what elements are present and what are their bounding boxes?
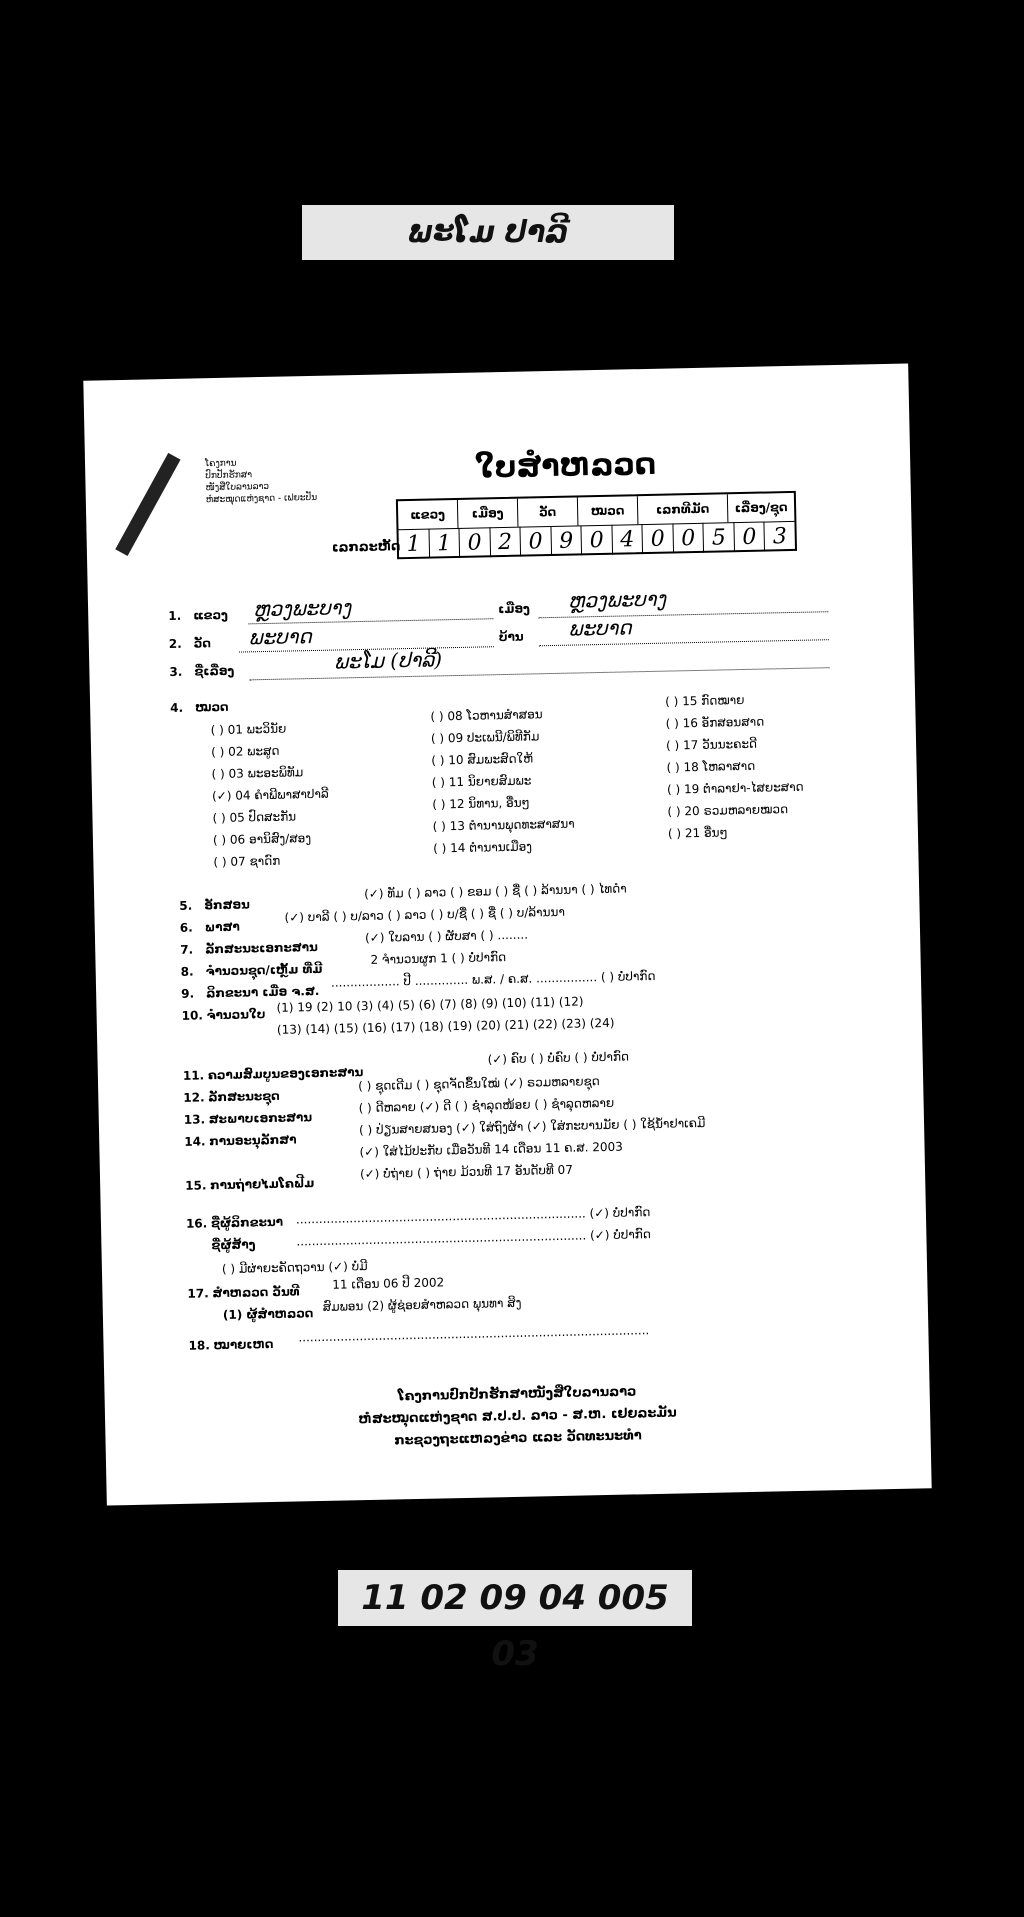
- code-header: ວັດ: [518, 497, 579, 526]
- field-value: ( ) ຊຸດເດີມ ( ) ຊຸດຈັດຂຶ້ນໃໝ່ (✓) ຣວມຫລາຍຊຸດ: [357, 1074, 600, 1094]
- category-label: ໝວດ: [195, 699, 229, 715]
- field-label: ການອະນຸລັກສາ: [209, 1132, 297, 1149]
- row-number: 17.: [187, 1286, 209, 1301]
- row-number: 16.: [185, 1216, 208, 1231]
- district-label: ເມືອງ: [498, 601, 531, 617]
- code-digit: 0: [460, 527, 491, 558]
- form-title: ໃບສຳຫລວດ: [474, 446, 657, 486]
- category-item: ( ) 07 ຊາດົກ: [213, 853, 281, 870]
- code-digit: 1: [429, 528, 460, 559]
- field-value: .................. ປີ .............. ພ.ສ. / ຄ.ສ. ................ ( ) ບໍ່ປາກົດ: [330, 968, 656, 990]
- category-item: ( ) 13 ຕຳນານພຸດທະສາສນາ: [432, 816, 575, 834]
- category-item: ( ) 12 ນິທານ, ອື່ນໆ: [432, 795, 530, 812]
- code-digit: 4: [612, 524, 643, 555]
- code-header: ແຂວງ: [398, 500, 459, 529]
- row-number: 1.: [168, 608, 182, 624]
- village-value: ພະບາດ: [568, 615, 632, 641]
- category-item: ( ) 15 ກົດໝາຍ: [665, 692, 745, 709]
- code-digit: 0: [521, 526, 552, 557]
- field-label: ຈຳນວນໃບ: [206, 1007, 266, 1023]
- code-header: ເມືອງ: [458, 499, 519, 528]
- field-value: (1) 19 (2) 10 (3) (4) (5) (6) (7) (8) (9) (10) (11) (12): [276, 994, 584, 1015]
- field-value: (✓) ໃສ່ໄມ້ປະກັບ ເມື່ອວັນທີ 14 ເດືອນ 11 ຄ.ສ. 2003: [359, 1139, 623, 1160]
- code-table: [396, 491, 797, 559]
- row-number: 4.: [170, 700, 184, 716]
- row-number: 3.: [169, 664, 183, 680]
- category-item: (✓) 04 ຄຳພີພາສາປາລີ: [211, 786, 329, 804]
- field-label: ລັກສະນະຊຸດ: [208, 1088, 280, 1105]
- code-digit: 5: [704, 522, 735, 553]
- code-header: ເລື່ອງ/ຊຸດ: [734, 500, 788, 516]
- district-value: ຫຼວງພະບາງ: [567, 586, 667, 613]
- survey-form-sheet: [83, 363, 931, 1505]
- field-value: ສົມພອນ (2) ຜູ້ຊ່ອຍສຳຫລວດ ພຸນທາ ສິງ: [322, 1295, 522, 1314]
- field-label: ລິກຂະນາ ເມື່ອ ຈ.ສ.: [206, 983, 320, 1001]
- field-value: (✓) ໃບລານ ( ) ຜັບສາ ( ) ........: [364, 927, 529, 945]
- category-item: ( ) 09 ປະເພນີ/ພິທີກັມ: [430, 729, 540, 746]
- category-item: ( ) 11 ນິຍາຍສົມພະ: [431, 773, 532, 790]
- row-number: 11.: [182, 1068, 205, 1083]
- category-item: ( ) 01 ພະວິນັຍ: [210, 721, 287, 738]
- province-label: ແຂວງ: [193, 607, 229, 623]
- field-label: ຄວາມສົມບູນຂອງເອກະສານ: [207, 1065, 364, 1083]
- row-number: 7.: [180, 942, 194, 957]
- code-header: ໝວດ: [578, 496, 639, 525]
- category-item: ( ) 14 ຕຳນານເມືອງ: [433, 839, 533, 856]
- row-number: 10.: [181, 1008, 204, 1023]
- code-digit: 0: [643, 523, 674, 554]
- category-item: ( ) 16 ອັກສອນສາດ: [665, 714, 765, 731]
- field-label: ພາສາ: [204, 919, 240, 935]
- field-label: ຊື່ຜູ້ລິກຂະນາ: [210, 1214, 284, 1231]
- field-value: ( ) ມີຜ່າຍະຄັດຖວານ (✓) ບໍ່ມີ: [221, 1259, 368, 1277]
- village-label: ບ້ານ: [498, 629, 524, 645]
- category-item: ( ) 21 ອື່ນໆ: [667, 825, 728, 841]
- field-label: ອັກສອນ: [204, 897, 251, 913]
- category-item: ( ) 06 ອານິສົງ/ສອງ: [212, 831, 312, 848]
- code-digit: 0: [673, 523, 704, 554]
- row-number: 13.: [183, 1112, 206, 1127]
- category-item: ( ) 17 ວັນນະຄະດີ: [665, 736, 758, 753]
- row-number: 14.: [184, 1134, 206, 1149]
- row-number: 18.: [188, 1338, 210, 1353]
- title-label: ຊື່ເລື່ອງ: [194, 663, 235, 679]
- row-number: 15.: [185, 1178, 207, 1193]
- field-value: (13) (14) (15) (16) (17) (18) (19) (20) (21) (22) (23) (24): [276, 1015, 615, 1037]
- field-value: ............................................................................................: [298, 1323, 650, 1345]
- footer-line: ກະຊວງຖະແຫລງຂ່າວ ແລະ ວັດທະນະທຳ: [394, 1428, 642, 1449]
- field-value: ............................................................................ (✓) ບໍ່ປາກົດ: [295, 1205, 651, 1227]
- code-digit: 0: [734, 522, 765, 553]
- row-number: 9.: [181, 986, 195, 1001]
- institute-block: ໂຄງການ ປົກປັກຮັກສາ ໜັງສືໃບລານລາວ ຫໍສະໝຸດແຫ່ງຊາດ - ເຟຍະປັນ: [204, 458, 318, 506]
- footer-line: ຫໍສະໝຸດແຫ່ງຊາດ ສ.ປ.ປ. ລາວ - ສ.ຫ. ເຢຍລະມັນ: [358, 1405, 677, 1428]
- field-label: ລັກສະນະເອກະສານ: [205, 939, 318, 957]
- code-header: ເລກທີມັດ: [638, 494, 729, 524]
- bottom-code-label: 11 02 09 04 005 03: [338, 1570, 692, 1626]
- category-item: ( ) 10 ສົມພະສົດໃຫ້: [431, 751, 534, 768]
- stamp-mark: [115, 453, 180, 556]
- temple-value: ພະບາດ: [248, 624, 313, 650]
- field-label: ຊື່ຜູ້ສ້າງ: [211, 1237, 256, 1253]
- field-value: 11 ເດືອນ 06 ປີ 2002: [332, 1275, 445, 1292]
- code-digit: 9: [551, 525, 582, 556]
- field-value: 2 ຈຳນວນຜູກ 1 ( ) ບໍ່ປາກົດ: [370, 950, 507, 967]
- field-label: ສະພາບເອກະສານ: [208, 1110, 313, 1127]
- field-value: (✓) ບາລີ ( ) ບ/ລາວ ( ) ລາວ ( ) ບ/ຊື່ ( ) ຊື່ ( ) ບ/ລ້ານນາ: [284, 904, 565, 925]
- code-label: ເລກລະຫັດ: [331, 539, 401, 556]
- category-item: ( ) 03 ພະອະພິທັມ: [211, 765, 304, 782]
- category-item: ( ) 20 ຣວມຫລາຍໝວດ: [667, 802, 789, 819]
- category-item: ( ) 08 ໂວຫານສຳສອນ: [430, 707, 543, 724]
- field-value: ............................................................................ (✓) ບໍ່ປາກົດ: [296, 1227, 651, 1249]
- code-digit: 1: [398, 529, 429, 560]
- temple-label: ວັດ: [193, 636, 212, 651]
- field-label: ໝາຍເຫດ: [213, 1336, 274, 1353]
- title-value: ພະໂມ (ປາລີ): [333, 647, 443, 674]
- field-label: ສຳຫລວດ ວັນທີ: [212, 1284, 300, 1301]
- field-label: ການຖ່າຍໄມໂຄຟີມ: [210, 1176, 315, 1193]
- category-item: ( ) 02 ພະສູດ: [210, 743, 280, 760]
- category-item: ( ) 05 ປົດສະກັນ: [212, 809, 297, 826]
- top-title-label: ພະໂມ ປາລີ: [302, 205, 674, 260]
- code-digit: 3: [772, 523, 788, 549]
- field-label: ຈຳນວນຊຸດ/ເຫຼັ້ມ ທີ່ມີ: [205, 961, 323, 979]
- field-value: (✓) ບໍ່ຖ່າຍ ( ) ຖ່າຍ ມ້ວນທີ 17 ອັນດັບທີ 07: [359, 1162, 574, 1182]
- field-label: (1) ຜູ້ສຳຫລວດ: [222, 1306, 314, 1323]
- row-number: 6.: [179, 920, 193, 935]
- field-value: (✓) ຄົບ ( ) ບໍ່ຄົບ ( ) ບໍ່ປາກົດ: [487, 1049, 630, 1067]
- category-item: ( ) 19 ຕຳລາຢາ-ໄສຍະສາດ: [666, 779, 804, 797]
- province-value: ຫຼວງພະບາງ: [252, 595, 352, 622]
- field-value: (✓) ທັມ ( ) ລາວ ( ) ຂອມ ( ) ຊື່ ( ) ລ້ານນາ ( ) ໄທດຳ: [363, 881, 627, 901]
- row-number: 2.: [168, 636, 182, 652]
- code-digit: 0: [582, 525, 613, 556]
- row-number: 5.: [179, 898, 193, 913]
- category-item: ( ) 18 ໂຫລາສາດ: [666, 758, 756, 775]
- footer-line: ໂຄງການປົກປັກຮັກສາໜັງສືໃບລານລາວ: [397, 1384, 637, 1405]
- row-number: 8.: [180, 964, 194, 979]
- row-number: 12.: [183, 1090, 205, 1105]
- code-digit: 2: [490, 527, 521, 558]
- field-value: ( ) ປ່ຽນສາຍສນອງ (✓) ໃສ່ຖົງຜ້າ (✓) ໃສ່ກະບານມັຍ ( ) ໃຊ້ນ້ຳຢາເຄມີ: [358, 1115, 706, 1138]
- field-value: ( ) ດີຫລາຍ (✓) ດີ ( ) ຊຳລຸດໜ້ອຍ ( ) ຊຳລຸດຫລາຍ: [358, 1095, 615, 1116]
